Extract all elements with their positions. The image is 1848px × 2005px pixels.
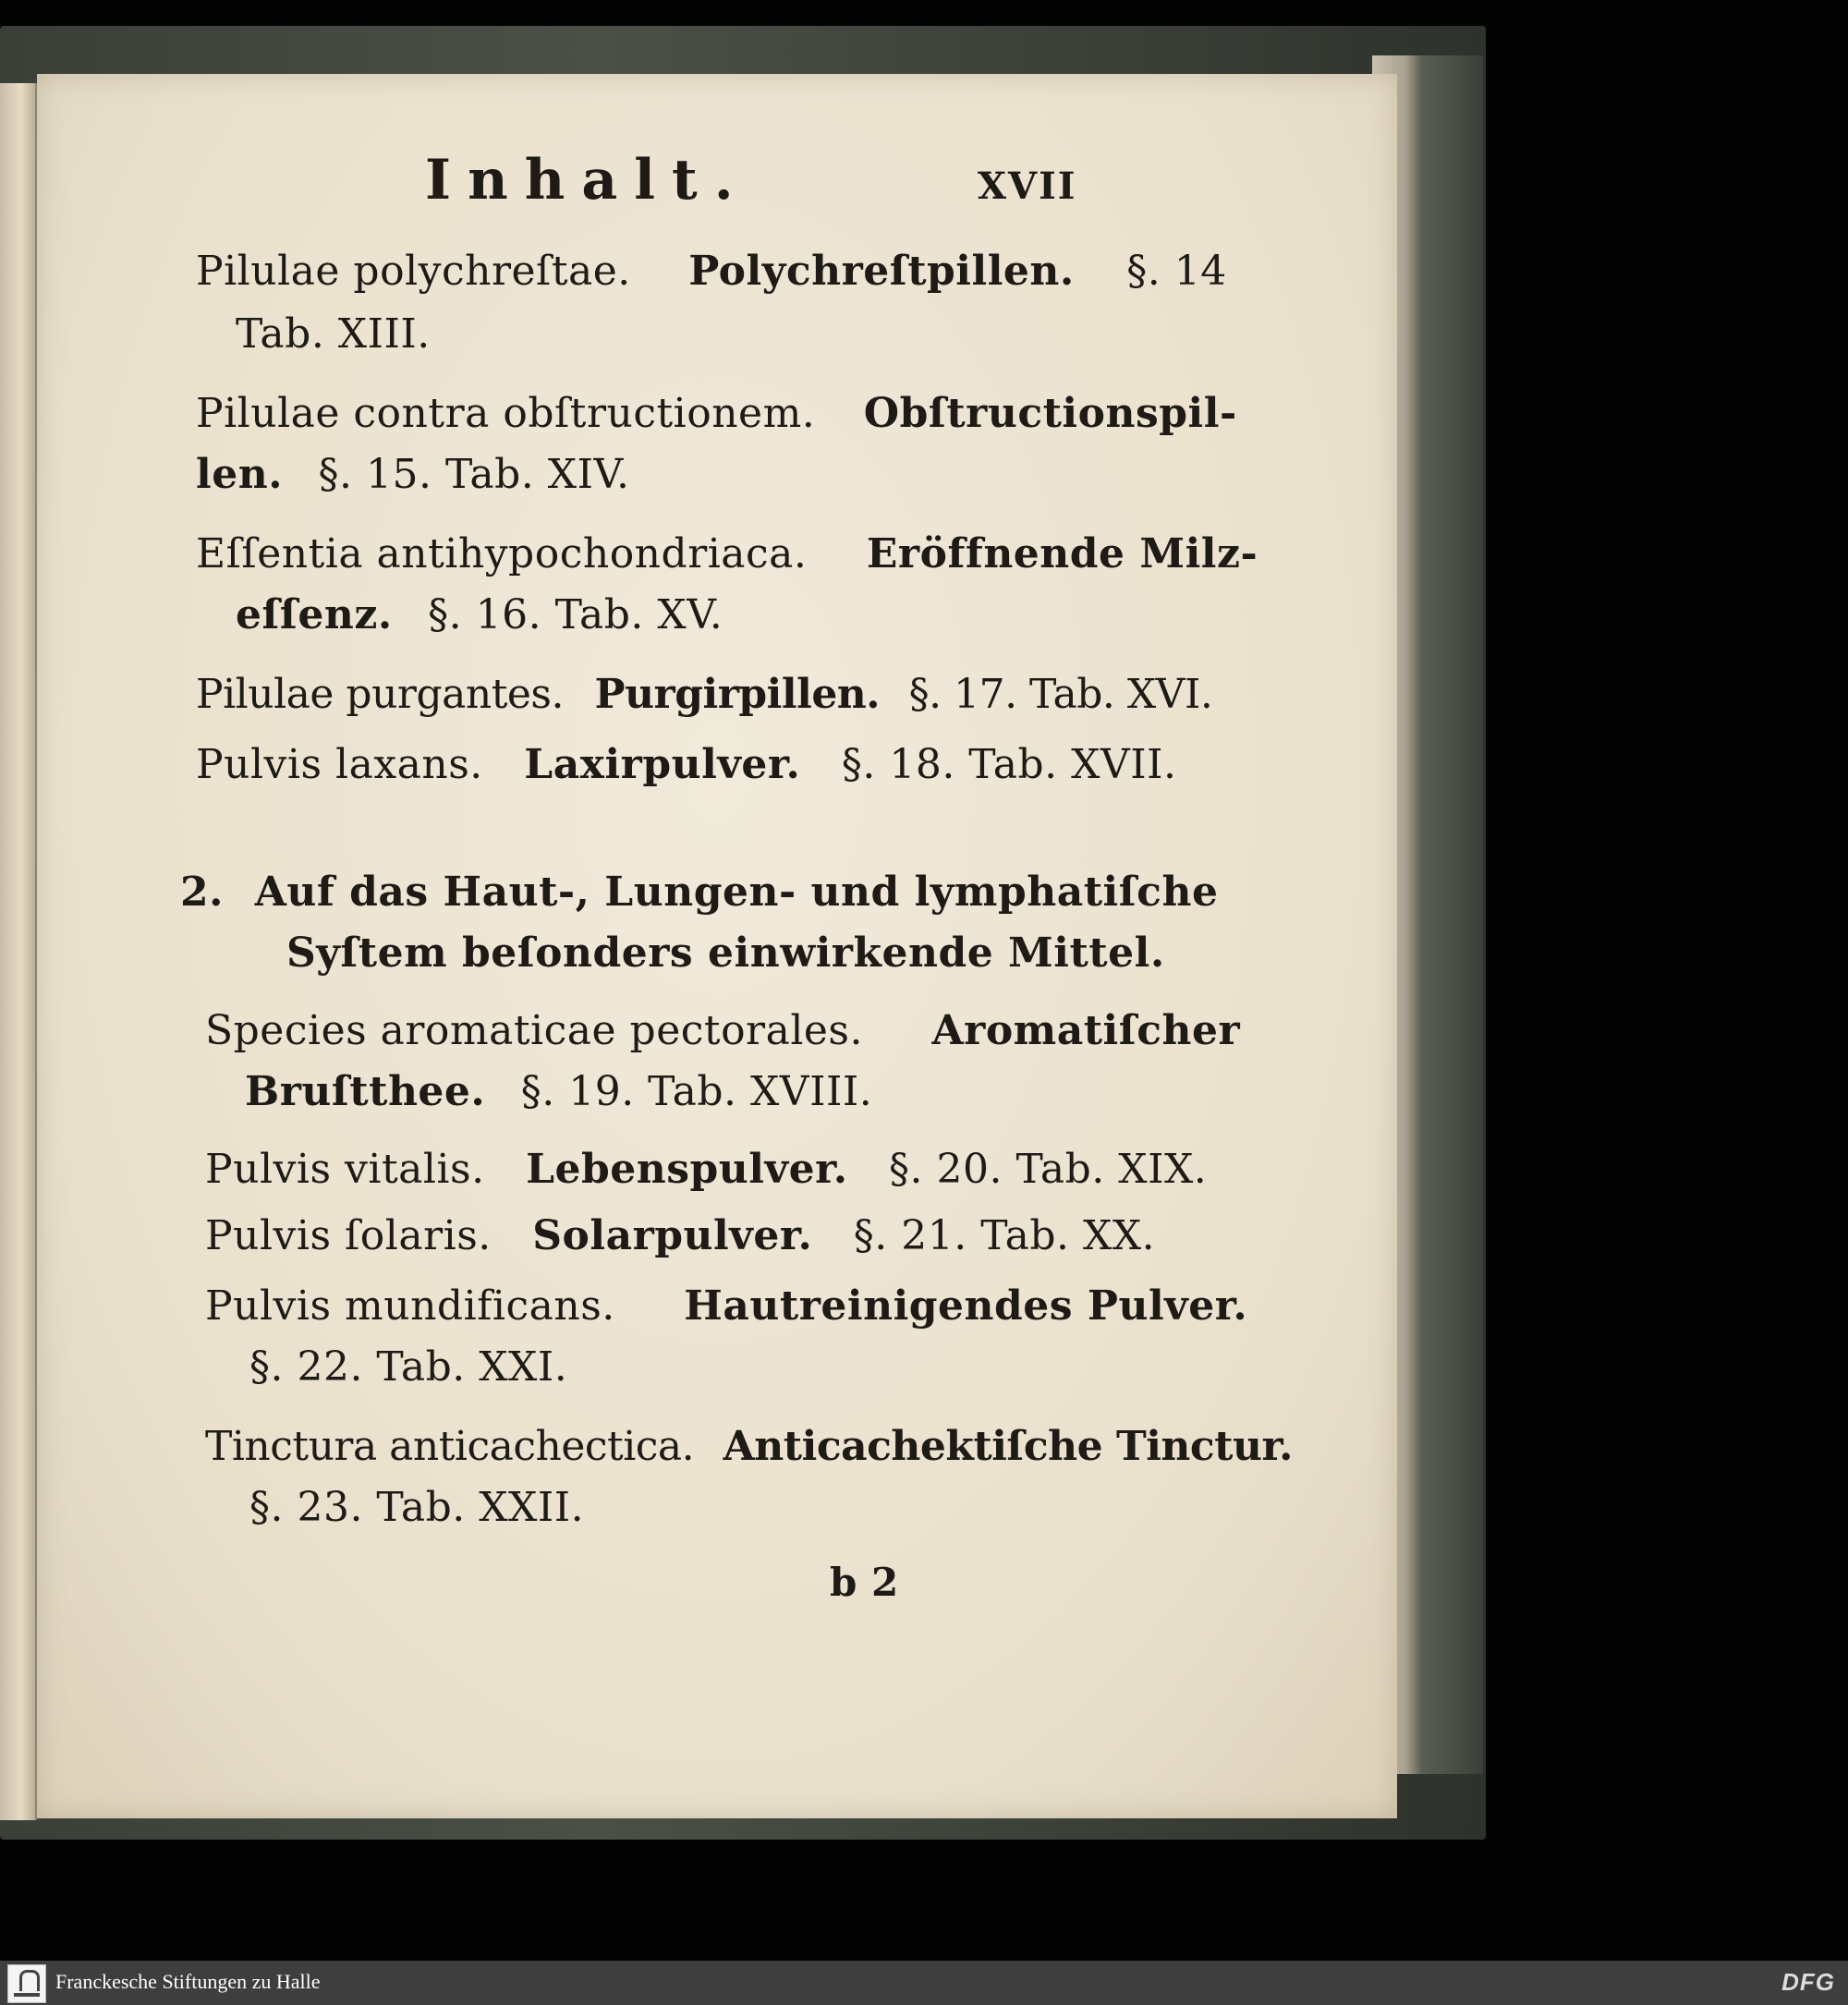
german-term: Anticachektiſche Tinctur. — [723, 1423, 1293, 1470]
section-reference: §. 23. Tab. XXII. — [249, 1484, 585, 1531]
german-term: Lebenspulver. — [526, 1146, 848, 1193]
section-reference: §. 19. Tab. XVIII. — [520, 1068, 873, 1115]
toc-line-15 — [205, 1423, 1293, 1470]
latin-term: Eſſentia antihypochondriaca. — [196, 530, 808, 577]
german-term: Polychreſtpillen. — [688, 248, 1075, 295]
toc-line-11 — [205, 1146, 1207, 1193]
toc-line-12 — [205, 1212, 1155, 1259]
section-heading-line-2 — [286, 930, 1165, 977]
section-reference: §. 21. Tab. XX. — [853, 1212, 1156, 1259]
section-reference: §. 16. Tab. XV. — [428, 591, 723, 638]
toc-line-9 — [205, 1007, 1240, 1054]
left-page-edge — [0, 83, 37, 1820]
german-term: Aromatiſcher — [931, 1007, 1241, 1054]
footer-bar — [0, 1961, 1848, 2005]
latin-term: Pulvis ſolaris. — [205, 1212, 492, 1259]
german-term: Solarpulver. — [532, 1212, 813, 1259]
section-heading-line-1 — [180, 869, 1218, 916]
section-number: 2. — [180, 869, 224, 916]
latin-term: Pilulae purgantes. — [196, 671, 564, 718]
toc-line-4 — [196, 451, 630, 498]
latin-term: Tinctura anticachectica. — [205, 1423, 695, 1470]
toc-line-1 — [196, 248, 1227, 295]
german-term: Hautreinigendes Pulver. — [684, 1282, 1248, 1330]
section-reference: §. 18. Tab. XVII. — [841, 741, 1177, 788]
toc-line-13 — [205, 1282, 1247, 1330]
footer-institution-name: Franckesche Stiftungen zu Halle — [55, 1970, 321, 1993]
toc-line-14 — [249, 1343, 567, 1391]
latin-term: Pulvis mundificans. — [205, 1282, 615, 1330]
toc-line-6 — [236, 591, 723, 638]
latin-term: Pilulae polychreſtae. — [196, 248, 631, 295]
section-heading-text: Auf das Haut-, Lungen- und lymphatiſche — [254, 869, 1219, 916]
german-term: Purgirpillen. — [594, 671, 881, 718]
toc-line-2 — [236, 310, 431, 358]
institution-logo-icon — [7, 1964, 46, 2003]
section-heading-text: Syſtem beſonders einwirkende Mittel. — [286, 930, 1165, 977]
signature-mark: b 2 — [830, 1560, 899, 1605]
german-term: Laxirpulver. — [524, 741, 801, 788]
latin-term: Species aromaticae pectorales. — [205, 1007, 863, 1054]
dfg-badge: DFG — [1781, 1968, 1835, 1996]
latin-term: Pulvis vitalis. — [205, 1146, 485, 1193]
latin-term: Pulvis laxans. — [196, 741, 483, 788]
toc-line-5 — [196, 530, 1258, 577]
section-reference: Tab. XIII. — [236, 310, 431, 358]
toc-line-3 — [196, 390, 1237, 437]
german-term: Obſtructionspil- — [863, 390, 1237, 437]
german-term: Bruſtthee. — [245, 1068, 486, 1115]
german-term: eſſenz. — [236, 591, 393, 638]
section-reference: §. 20. Tab. XIX. — [889, 1146, 1208, 1193]
book-page — [37, 74, 1397, 1818]
latin-term: Pilulae contra obſtructionem. — [196, 390, 816, 437]
german-term: len. — [196, 451, 284, 498]
section-reference: §. 14 — [1126, 248, 1227, 295]
section-reference: §. 22. Tab. XXI. — [249, 1343, 568, 1391]
toc-line-7 — [196, 671, 1212, 718]
toc-line-8 — [196, 741, 1176, 788]
section-reference: §. 15. Tab. XIV. — [318, 451, 630, 498]
page-header-title: Inhalt. — [425, 148, 750, 213]
page-number: XVII — [978, 164, 1077, 208]
section-reference: §. 17. Tab. XVI. — [908, 671, 1213, 718]
german-term: Eröffnende Milz- — [866, 530, 1258, 577]
toc-line-10 — [245, 1068, 872, 1115]
toc-line-16 — [249, 1484, 584, 1531]
